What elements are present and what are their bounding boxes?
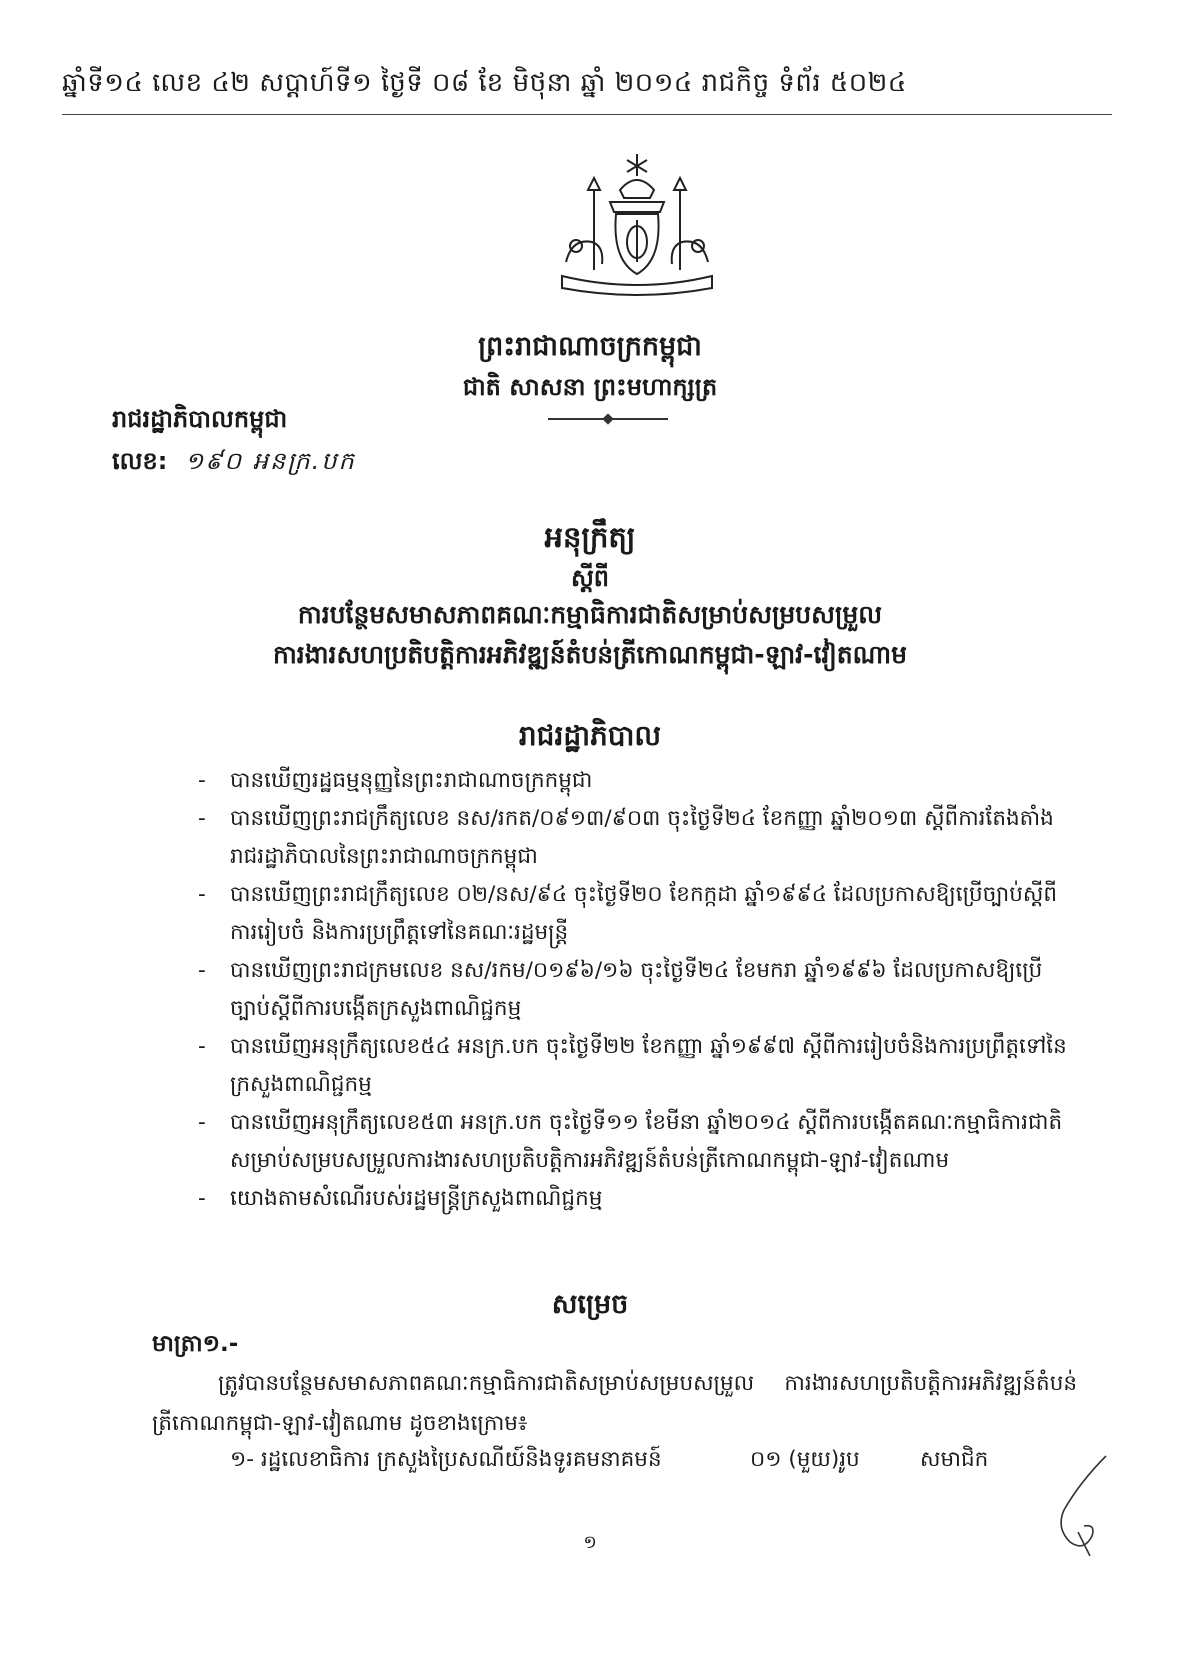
issuing-authority: រាជរដ្ឋាភិបាលកម្ពុជា <box>112 405 288 433</box>
recitals-list <box>198 762 1078 1218</box>
page-number: ១ <box>583 1532 597 1553</box>
handwritten-initials-icon <box>1040 1452 1120 1562</box>
decision-heading: សម្រេច <box>551 1289 629 1320</box>
reference-label: លេខ: <box>112 447 168 475</box>
authority-heading: រាជរដ្ឋាភិបាល <box>518 719 662 752</box>
recital-item: - បានឃើញព្រះរាជក្រឹត្យលេខ ០២/នស/៩៤ ចុះថ្ងៃទី២០ ខែកក្កដា ឆ្នាំ១៩៩៤ ដែលប្រកាសឱ្យប្រើច្បាប់ស្តីពីការរៀបចំ និងការប្រព្រឹត្តទៅនៃគណៈរដ្ឋមន្ត្រី <box>198 876 1078 952</box>
reference-number <box>112 446 356 481</box>
article-body: ត្រូវបានបន្ថែមសមាសភាពគណៈកម្មាធិការជាតិសម្រាប់សម្របសម្រួល ការងារសហប្រតិបត្តិការអភិវឌ្ឍន៍តំបន់ត្រីកោណកម្ពុជា-ឡាវ-វៀតណាម ដូចខាងក្រោម៖ <box>152 1371 1077 1436</box>
document-about: ស្តីពី <box>570 564 610 592</box>
member-role: សមាជិក <box>920 1447 989 1472</box>
gazette-header: ឆ្នាំទី១៤ លេខ ៤២ សប្តាហ៍ទី១ ថ្ងៃទី ០៨ ខែ មិថុនា ឆ្នាំ ២០១៤ រាជកិច្ច ទំព័រ ៥០២៤ <box>62 66 1112 115</box>
reference-value: ១៩០ អនក្រ.បក <box>184 447 356 475</box>
document-title-line-2: ការងារសហប្រតិបត្តិការអភិវឌ្ឍន៍តំបន់ត្រីកោណកម្ពុជា-ឡាវ-វៀតណាម <box>272 640 908 669</box>
recital-item: - បានឃើញរដ្ឋធម្មនុញ្ញនៃព្រះរាជាណាចក្រកម្ពុជា <box>198 762 1078 800</box>
member-position: ១- រដ្ឋលេខាធិការ ក្រសួងប្រៃសណីយ៍និងទូរគមនាគមន៍ <box>230 1447 662 1472</box>
member-count: ០១ (មួយ)រូប <box>750 1447 860 1472</box>
document-title-line-1: ការបន្ថែមសមាសភាពគណៈកម្មាធិការជាតិសម្រាប់សម្របសម្រួល <box>297 600 883 629</box>
kingdom-name: ព្រះរាជាណាចក្រកម្ពុជា <box>478 331 702 362</box>
recital-item: - បានឃើញព្រះរាជក្រឹត្យលេខ នស/រកត/០៩១៣/៩០៣ ចុះថ្ងៃទី២៤ ខែកញ្ញា ឆ្នាំ២០១៣ ស្តីពីការតែងតាំងរាជរដ្ឋាភិបាលនៃព្រះរាជាណាចក្រកម្ពុជា <box>198 800 1078 876</box>
national-motto: ជាតិ សាសនា ព្រះមហាក្សត្រ <box>462 373 718 401</box>
recital-item: - យោងតាមសំណើរបស់រដ្ឋមន្ត្រីក្រសួងពាណិជ្ជកម្ម <box>198 1180 1078 1218</box>
document-type: អនុក្រឹត្យ <box>544 520 636 554</box>
article-heading: មាត្រា១.- <box>152 1331 239 1357</box>
member-row <box>230 1446 1050 1477</box>
recital-item: - បានឃើញព្រះរាជក្រមលេខ នស/រកម/០១៩៦/១៦ ចុះថ្ងៃទី២៤ ខែមករា ឆ្នាំ១៩៩៦ ដែលប្រកាសឱ្យប្រើច្បាប់ស្តីពីការបង្កើតក្រសួងពាណិជ្ជកម្ម <box>198 952 1078 1028</box>
recital-item: - បានឃើញអនុក្រឹត្យលេខ៥៤ អនក្រ.បក ចុះថ្ងៃទី២២ ខែកញ្ញា ឆ្នាំ១៩៩៧ ស្តីពីការរៀបចំនិងការប្រព្រឹត្តទៅនៃក្រសួងពាណិជ្ជកម្ម <box>198 1028 1078 1104</box>
royal-coat-of-arms-icon <box>552 150 722 300</box>
motto-divider <box>548 418 668 420</box>
recital-item: - បានឃើញអនុក្រឹត្យលេខ៥៣ អនក្រ.បក ចុះថ្ងៃទី១១ ខែមីនា ឆ្នាំ២០១៤ ស្តីពីការបង្កើតគណៈកម្មាធិការជាតិសម្រាប់សម្របសម្រួលការងារសហប្រតិបត្តិការអភិវឌ្ឍន៍តំបន់ត្រីកោណកម្ពុជា-ឡាវ-វៀតណាម <box>198 1104 1078 1180</box>
